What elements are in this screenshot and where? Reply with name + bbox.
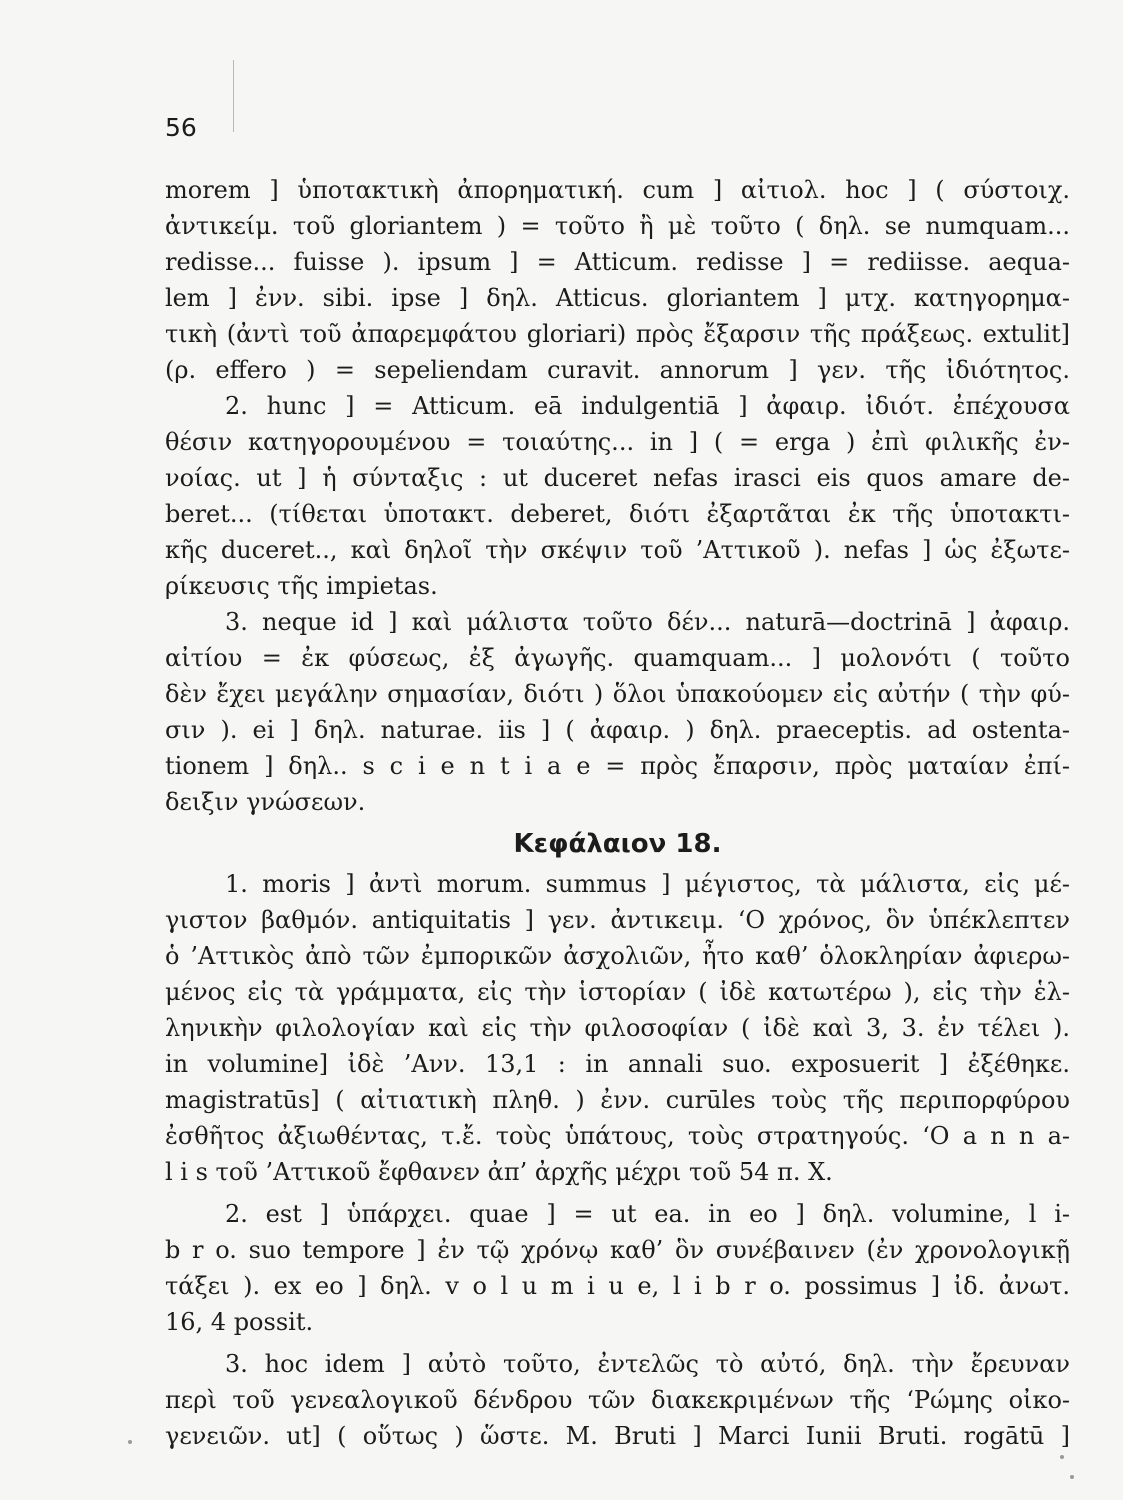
text-line: σιν ). ei ] δηλ. naturae. iis ] ( ἀφαιρ. ) δηλ. praeceptis. ad ostenta- (165, 716, 1070, 744)
text-line: morem ] ὑποτακτικὴ ἀπορηματική. cum ] αἰτιολ. hoc ] ( σύστοιχ. (165, 176, 1070, 204)
text-line: tionem ] δηλ.. s c i e n t i a e = πρὸς ἔπαρσιν, πρὸς ματαίαν ἐπί- (165, 752, 1070, 780)
text-line: κῆς duceret.., καὶ δηλοῖ τὴν σκέψιν τοῦ ’Αττικοῦ ). nefas ] ὡς ἐξωτε- (165, 536, 1070, 564)
text-line: magistratūs] ( αἰτιατικὴ πληθ. ) ἐνν. curūles τοὺς τῆς περιπορφύρου (165, 1086, 1070, 1114)
text-line: ρίκευσις τῆς impietas. (165, 572, 438, 600)
text-line: περὶ τοῦ γενεαλογικοῦ δένδρου τῶν διακεκριμένων τῆς ‘Ρώμης οἰκο- (165, 1386, 1070, 1414)
text-line: (ρ. effero ) = sepeliendam curavit. annorum ] γεν. τῆς ἰδιότητος. (165, 356, 1070, 384)
text-line: 3. hoc idem ] αὐτὸ τοῦτο, ἐντελῶς τὸ αὐτό, δηλ. τὴν ἔρευναν (225, 1350, 1070, 1378)
text-line: 2. hunc ] = Atticum. eā indulgentiā ] ἀφαιρ. ἰδιότ. ἐπέχουσα (225, 392, 1070, 420)
page-number: 56 (165, 113, 197, 142)
text-line: δὲν ἔχει μεγάλην σημασίαν, διότι ) ὅλοι ὑπακούομεν εἰς αὐτήν ( τὴν φύ- (165, 680, 1070, 708)
text-line: l i s τοῦ ’Αττικοῦ ἔφθανεν ἀπ’ ἀρχῆς μέχρι τοῦ 54 π. Χ. (165, 1158, 833, 1186)
chapter-heading: Κεφάλαιον 18. (513, 829, 722, 859)
text-line: 1. moris ] ἀντὶ morum. summus ] μέγιστος, τὰ μάλιστα, εἰς μέ- (225, 870, 1070, 898)
text-line: ληνικὴν φιλολογίαν καὶ εἰς τὴν φιλοσοφίαν ( ἰδὲ καὶ 3, 3. ἐν τέλει ). (165, 1014, 1070, 1042)
scan-artifact-dot (1070, 1475, 1074, 1479)
scan-artifact-dot (1060, 1455, 1064, 1459)
text-line: μένος εἰς τὰ γράμματα, εἰς τὴν ἱστορίαν ( ἰδὲ κατωτέρω ), εἰς τὴν ἑλ- (165, 978, 1070, 1006)
scan-artifact-dot (128, 1440, 132, 1444)
text-line: in volumine] ἰδὲ ’Ανν. 13,1 : in annali suo. exposuerit ] ἐξέθηκε. (165, 1050, 1070, 1078)
commentary-text (165, 172, 1070, 1454)
text-line: 2. est ] ὑπάρχει. quae ] = ut ea. in eo ] δηλ. volumine, l i- (225, 1200, 1070, 1228)
text-line: b r o. suo tempore ] ἐν τῷ χρόνῳ καθ’ ὃν συνέβαινεν (ἐν χρονολογικῇ (165, 1236, 1070, 1264)
text-line: ὁ ’Αττικὸς ἀπὸ τῶν ἐμπορικῶν ἀσχολιῶν, ἦτο καθ’ ὁλοκληρίαν ἀφιερω- (165, 942, 1070, 970)
text-line: τάξει ). ex eo ] δηλ. v o l u m i u e, l i b r o. possimus ] ἰδ. ἀνωτ. (165, 1272, 1070, 1300)
text-line: 3. neque id ] καὶ μάλιστα τοῦτο δέν... naturā—doctrinā ] ἀφαιρ. (225, 608, 1070, 636)
text-line: beret... (τίθεται ὑποτακτ. deberet, διότι ἐξαρτᾶται ἐκ τῆς ὑποτακτι- (165, 500, 1070, 528)
text-line: γιστον βαθμόν. antiquitatis ] γεν. ἀντικειμ. ‘Ο χρόνος, ὃν ὑπέκλεπτεν (165, 906, 1070, 934)
text-line: 16, 4 possit. (165, 1308, 314, 1336)
text-line: δειξιν γνώσεων. (165, 788, 366, 816)
text-line: τικὴ (ἀντὶ τοῦ ἀπαρεμφάτου gloriari) πρὸς ἔξαρσιν τῆς πράξεως. extulit] (165, 320, 1070, 348)
text-line: ἐσθῆτος ἀξιωθέντας, τ.ἔ. τοὺς ὑπάτους, τοὺς στρατηγούς. ‘Ο a n n a- (165, 1122, 1070, 1150)
text-line: θέσιν κατηγορουμένου = τοιαύτης... in ] ( = erga ) ἐπὶ φιλικῆς ἐν- (165, 428, 1070, 456)
text-line: ἀντικείμ. τοῦ gloriantem ) = τοῦτο ἢ μὲ τοῦτο ( δηλ. se numquam... (165, 212, 1070, 240)
text-line: γενειῶν. ut] ( οὕτως ) ὥστε. M. Bruti ] Marci Iunii Bruti. rogātū ] (165, 1422, 1070, 1450)
text-line: νοίας. ut ] ἡ σύνταξις : ut duceret nefas irasci eis quos amare de- (165, 464, 1070, 492)
scan-artifact-line (233, 60, 234, 132)
text-line: αἰτίου = ἐκ φύσεως, ἐξ ἀγωγῆς. quamquam... ] μολονότι ( τοῦτο (165, 644, 1070, 672)
text-line: lem ] ἐνν. sibi. ipse ] δηλ. Atticus. gloriantem ] μτχ. κατηγορημα- (165, 284, 1070, 312)
text-line: redisse... fuisse ). ipsum ] = Atticum. redisse ] = rediisse. aequa- (165, 248, 1070, 276)
